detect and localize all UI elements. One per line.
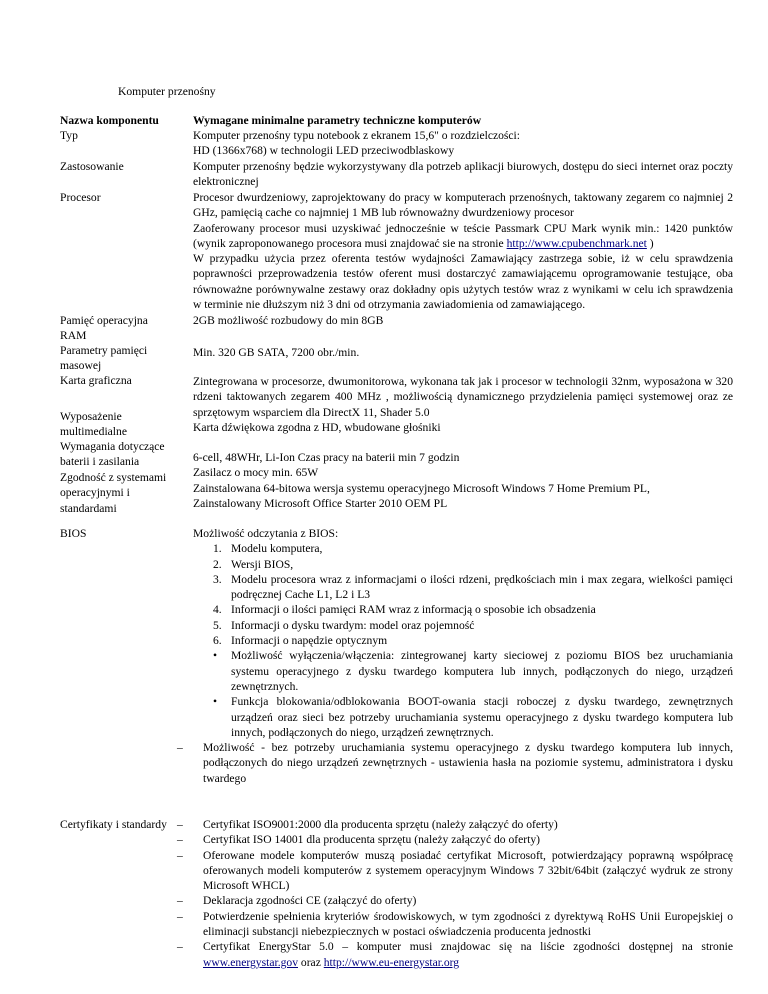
cert-item [177,939,733,970]
dash-icon: – [177,741,183,755]
label-zastosowanie: Zastosowanie [60,160,124,173]
label-bios: BIOS [60,527,87,540]
cert-item [177,848,733,894]
bios-intro: Możliwość odczytania z BIOS: [193,527,339,540]
label-multimedia-line-1: Wyposażenie [60,410,122,423]
cert-item [177,893,733,908]
value-bateria [193,450,733,481]
label-pamiec-line-2: masowej [60,359,102,373]
bios-dash-text: Możliwość - bez potrzeby uruchamiania systemu operacyjnego z dysku twardego komputera lub innych, podłączonych do niego urządzeń zewnętrznych - ustawienia hasła na poziomie systemu, administratora i dysku twardego [203,741,733,785]
bios-dash-item [177,740,733,786]
value-bios [177,526,733,786]
label-system-line-1: Zgodność z systemami [60,471,167,484]
label-pamiec-masowa [60,343,188,374]
cert-item-text: Oferowane modele komputerów muszą posiadać certyfikat Microsoft, potwierdzający poprawną współpracę oferowanych modeli komputerów z systemem operacyjnym Windows 7 32bit/64bit (załączyć wydruk ze strony Microsoft WHCL) [203,848,733,893]
bios-list-item [213,633,733,648]
label-bateria-line-1: Wymagania dotyczące [60,440,165,453]
dash-icon: – [177,818,183,831]
dash-icon: – [177,909,183,923]
bios-bullet-item [211,648,733,694]
bios-bullet-text: Funkcja blokowania/odblokowania BOOT-owania stacji roboczej z dysku twardego, zewnętrznych urządzeń oraz sieci bez potrzeby uruchamiania systemu operacyjnego z dysku twardego komputera lub innych, podłączonych do niego, urządzeń zewnętrznych. [231,695,733,739]
bios-bullet-text: Możliwość wyłączenia/włączenia: zintegrowanej karty sieciowej z poziomu BIOS bez uruchamiania systemu operacyjnego z dysku twardego komputera lub innych, podłączonych do niego, urządzeń zewnętrznych. [231,649,733,693]
bios-item-number: 3. [213,572,222,586]
bateria-line-1: 6-cell, 48WHr, Li-Ion Czas pracy na baterii min 7 godzin [193,451,460,464]
bios-list-item [213,572,733,603]
value-karta-graficzna: Zintegrowana w procesorze, dwumonitorowa, wykonana tak jak i procesor w technologii 32nm, wyposażona w 320 rdzeni taktowanych zegarem 400 MHz , możliwością dynamicznego przydzielenia pamięci systemowej oraz ze sprzętowym wsparciem dla DirectX 11, Shader 5.0 [193,375,733,419]
procesor-link-suffix: ) [646,236,654,250]
label-system [60,470,188,516]
energystar-gov-link[interactable]: www.energystar.gov [203,955,298,969]
value-pamiec-masowa: Min. 320 GB SATA, 7200 obr./min. [193,346,360,359]
value-zastosowanie: Komputer przenośny będzie wykorzystywany dla potrzeb aplikacji biurowych, dostępu do sieci internet oraz poczty elektronicznej [193,160,733,189]
cert-oraz-text: oraz [298,955,324,969]
bullet-icon: • [213,649,218,663]
bios-item-text: Wersji BIOS, [231,557,294,571]
bateria-line-2: Zasilacz o mocy min. 65W [193,466,319,480]
bios-item-number: 4. [213,603,222,617]
label-ram-line-2: RAM [60,329,87,343]
label-typ: Typ [60,129,78,142]
cert-item-text: Certyfikat ISO9001:2000 dla producenta sprzętu (należy załączyć do oferty) [203,818,558,831]
bios-bullet-item [211,694,733,740]
bullet-icon: • [213,695,218,709]
procesor-paragraph-1: Procesor dwurdzeniowy, zaprojektowany do pracy w komputerach przenośnych, taktowany zegarem co najmniej 2 GHz, pamięcią cache co najmniej 1 MB lub równoważny dwurdzeniowy procesor [193,191,733,220]
label-ram [60,313,188,344]
cert-item [177,832,733,847]
procesor-passmark-text: Zaoferowany procesor musi uzyskiwać jednocześnie w teście Passmark CPU Mark wynik min.: 1420 punktów (wynik zaproponowanego procesora musi znajdować sie na stronie [193,221,733,250]
bios-list-item [213,618,733,633]
bios-item-text: Informacji o dysku twardym: model oraz pojemność [231,618,475,632]
eu-energystar-link[interactable]: http://www.eu-energystar.org [323,955,460,969]
label-system-line-2: operacyjnymi i [60,486,130,500]
value-multimedia: Karta dźwiękowa zgodna z HD, wbudowane głośniki [193,421,441,434]
cpubenchmark-link[interactable]: http://www.cpubenchmark.net [506,236,647,250]
header-requirements: Wymagane minimalne parametry techniczne komputerów [193,114,482,127]
system-line-2: Zainstalowany Microsoft Office Starter 2010 OEM PL [193,497,448,511]
procesor-paragraph-3: W przypadku użycia przez oferenta testów wydajności Zamawiający zastrzega sobie, iż w celu sprawdzenia poprawności przeprowadzenia testów oferent musi dostarczyć zamawiającemu oprogramowanie testujące, oba równoważne porównywalne zestawy oraz dokładny opis użytych testów wraz z wynikami w celu ich sprawdzenia w terminie nie dłuższym niż 3 dni od otrzymania zawiadomienia od zamawiającego. [193,252,733,312]
bios-item-number: 1. [213,542,222,556]
value-ram: 2GB możliwość rozbudowy do min 8GB [193,314,384,327]
system-line-1: Zainstalowana 64-bitowa wersja systemu operacyjnego Microsoft Windows 7 Home Premium PL, [193,482,650,495]
cert-energystar-text: Certyfikat EnergyStar 5.0 – komputer musi znajdowac się na liście zgodności dostępnej na stronie [203,940,733,954]
cert-item [177,909,733,940]
label-system-line-3: standardami [60,501,117,515]
bios-list-item [213,557,733,572]
bios-item-number: 5. [213,618,222,632]
label-bateria-line-2: baterii i zasilania [60,455,140,469]
value-typ [193,128,733,159]
bios-item-number: 2. [213,557,222,571]
dash-icon: – [177,833,183,847]
bios-item-number: 6. [213,634,222,648]
dash-icon: – [177,894,183,908]
label-procesor: Procesor [60,191,101,204]
bios-item-text: Informacji o napędzie optycznym [231,634,388,648]
bios-item-text: Informacji o ilości pamięci RAM wraz z informacją o sposobie ich obsadzenia [231,603,596,617]
value-system [193,481,733,512]
value-certyfikaty [177,817,733,970]
value-procesor [193,190,733,312]
cert-item-text: Potwierdzenie spełnienia kryteriów środowiskowych, w tym zgodności z dyrektywą RoHS Unii Europejskiej o eliminacji substancji niebezpiecznych w postaci oświadczenia producenta jednostki [203,909,733,939]
page-title: Komputer przenośny [118,85,216,98]
bios-item-text: Modelu komputera, [231,542,323,556]
bios-item-text: Modelu procesora wraz z informacjami o ilości rdzeni, prędkościach min i max zegara, wielkości pamięci podręcznej Cache L1, L2 i L3 [231,572,733,602]
label-certyfikaty: Certyfikaty i standardy [60,818,167,831]
label-pamiec-line-1: Parametry pamięci [60,344,148,357]
procesor-paragraph-2 [193,221,733,252]
dash-icon: – [177,848,183,862]
cert-item-text: Deklaracja zgodności CE (załączyć do oferty) [203,894,417,908]
label-multimedia-line-2: multimedialne [60,425,127,439]
typ-line-2: HD (1366x768) w technologii LED przeciwodblaskowy [193,144,455,158]
cert-item-text: Certyfikat ISO 14001 dla producenta sprzętu (należy załączyć do oferty) [203,833,541,847]
label-bateria [60,439,188,470]
cert-item [177,817,733,832]
bios-list-item [213,541,733,556]
label-karta-graficzna: Karta graficzna [60,374,132,387]
header-component-name: Nazwa komponentu [60,114,159,127]
label-multimedia [60,409,188,440]
dash-icon: – [177,940,183,954]
typ-line-1: Komputer przenośny typu notebook z ekranem 15,6" o rozdzielczości: [193,129,521,142]
label-ram-line-1: Pamięć operacyjna [60,314,148,327]
bios-list-item [213,602,733,617]
